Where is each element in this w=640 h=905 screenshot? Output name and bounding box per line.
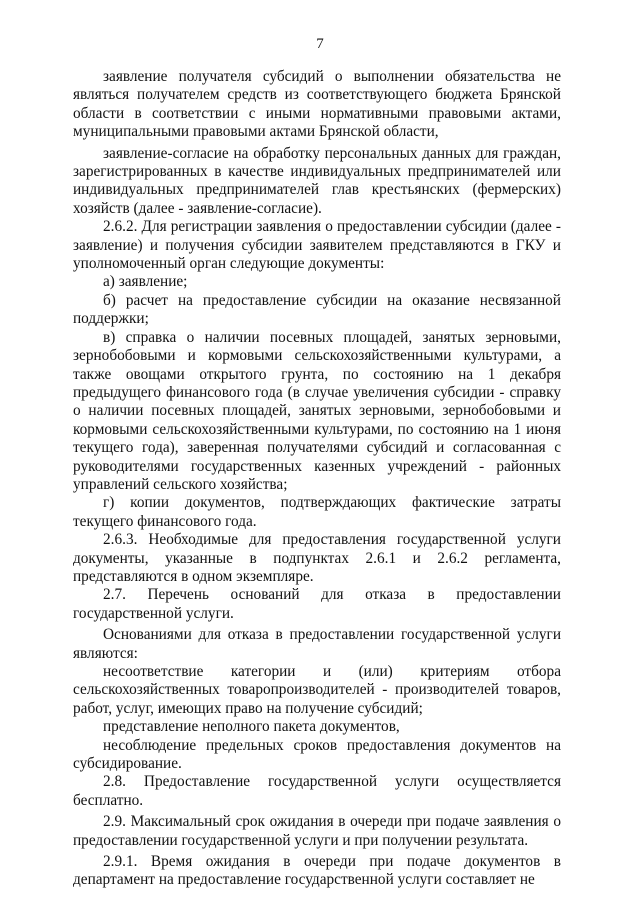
paragraph-2-9: 2.9. Максимальный срок ожидания в очереди при подаче заявления о предоставлении государственной услуги и при получении результата.: [73, 813, 561, 849]
paragraph-applicant-statement: заявление получателя субсидий о выполнении обязательства не являться получателем средств из соответствующего бюджета Брянской области в соответствии с иными нормативными правовыми актами, муниципальными правовыми актами Брянской области,: [73, 68, 561, 141]
paragraph-ground-mismatch: несоответствие категории и (или) критериям отбора сельскохозяйственных товаропроизводителей - производителей товаров, работ, услуг, имеющих право на получение субсидий;: [73, 663, 561, 717]
paragraph-ground-incomplete: представление неполного пакета документов,: [103, 718, 400, 736]
list-item-g: г) копии документов, подтверждающих фактические затраты текущего финансового года.: [73, 494, 561, 530]
list-item-b: б) расчет на предоставление субсидии на оказание несвязанной поддержки;: [73, 291, 561, 328]
paragraph-ground-deadlines: несоблюдение предельных сроков предоставления документов на субсидирование.: [73, 736, 561, 773]
page-number: 7: [316, 36, 324, 52]
paragraph-2-6-3: 2.6.3. Необходимые для предоставления государственной услуги документы, указанные в подпунктах 2.6.1 и 2.6.2 регламента, представляются в одном экземпляре.: [73, 531, 561, 585]
paragraph-2-7: 2.7. Перечень оснований для отказа в предоставлении государственной услуги.: [73, 586, 561, 622]
paragraph-consent-statement: заявление-согласие на обработку персональных данных для граждан, зарегистрированных в качестве индивидуальных предпринимателей или индивидуальных предпринимателей глав крестьянских (фермерских) хозяйств (далее - заявление-согласие).: [73, 144, 561, 217]
paragraph-2-8: 2.8. Предоставление государственной услуги осуществляется бесплатно.: [73, 773, 561, 809]
list-item-a: а) заявление;: [103, 273, 188, 291]
list-item-v: в) справка о наличии посевных площадей, занятых зерновыми, зернобобовыми и кормовыми сельскохозяйственными культурами, а также овощами открытого грунта, по состоянию на 1 декабря предыдущего финансового года (в случае увеличения субсидии - справку о наличии посевных площадей, занятых зерновыми, зернобобовыми и кормовыми сельскохозяйственными культурами, по состоянию на 1 июня текущего года), заверенная получателями субсидий и согласованная с руководителями государственных казенных учреждений - районных управлений сельского хозяйства;: [73, 328, 561, 493]
paragraph-2-9-1: 2.9.1. Время ожидания в очереди при подаче документов в департамент на предоставление государственной услуги составляет не: [73, 853, 561, 889]
paragraph-refusal-grounds: Основаниями для отказа в предоставлении государственной услуги являются:: [73, 626, 561, 662]
paragraph-2-6-2: 2.6.2. Для регистрации заявления о предоставлении субсидии (далее - заявление) и получения субсидии заявителем представляются в ГКУ и уполномоченный орган следующие документы:: [73, 218, 561, 273]
document-body: [73, 68, 561, 890]
